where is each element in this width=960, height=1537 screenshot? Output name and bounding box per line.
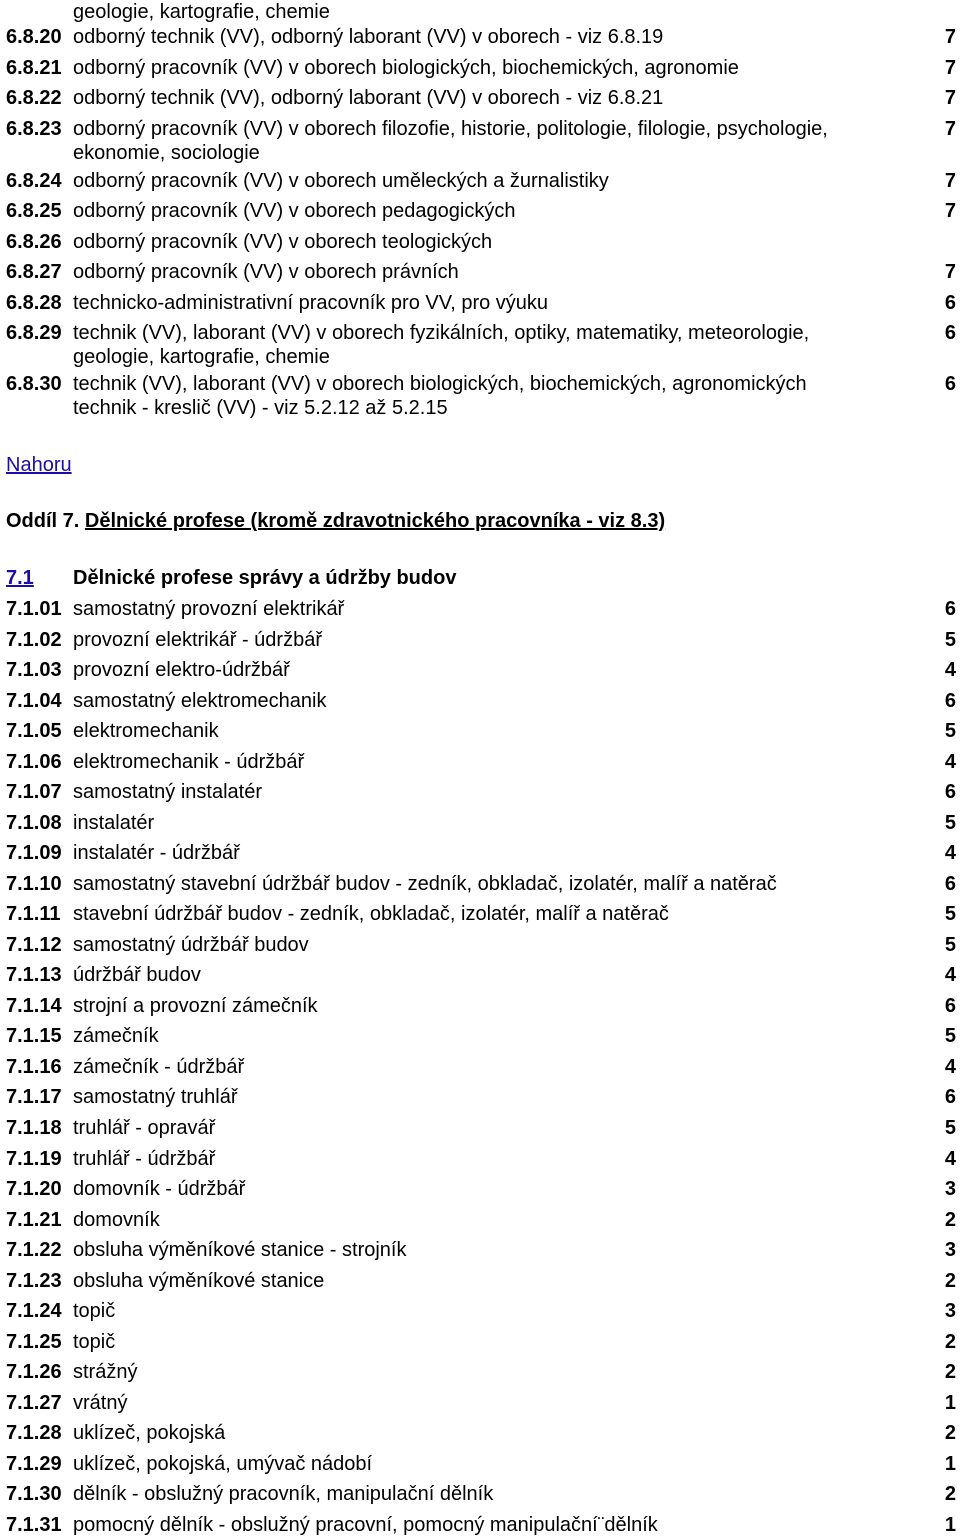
item-code: 7.1.11 xyxy=(6,903,61,925)
item-description-line: odborný pracovník (VV) v oborech biologických, biochemických, agronomie xyxy=(73,57,739,79)
item-grade: 4 xyxy=(944,842,956,864)
item-code: 7.1.05 xyxy=(6,720,62,742)
item-label: provozní elektro-údržbář xyxy=(73,659,290,681)
item-label: zámečník xyxy=(73,1025,159,1047)
continuation-line: geologie, kartografie, chemie xyxy=(73,1,330,23)
item-grade: 7 xyxy=(944,26,956,48)
item-grade: 5 xyxy=(944,903,956,925)
item-grade: 6 xyxy=(944,598,956,620)
item-grade: 2 xyxy=(944,1209,956,1231)
item-grade: 5 xyxy=(944,629,956,651)
oddil-title: Dělnické profese (kromě zdravotnického pracovníka - viz 8.3) xyxy=(84,510,666,532)
section-heading xyxy=(6,566,457,590)
item-description-line: odborný pracovník (VV) v oborech pedagogických xyxy=(73,200,516,222)
item-code: 7.1.24 xyxy=(6,1300,62,1322)
oddil-prefix: Oddíl 7. xyxy=(6,510,80,532)
item-label: samostatný truhlář xyxy=(73,1086,238,1108)
item-grade: 7 xyxy=(944,261,956,283)
item-grade: 6 xyxy=(944,781,956,803)
item-grade: 5 xyxy=(944,934,956,956)
item-grade: 7 xyxy=(944,200,956,222)
item-grade: 7 xyxy=(944,118,956,140)
item-label: dělník - obslužný pracovník, manipulační dělník xyxy=(73,1483,494,1505)
item-label: strojní a provozní zámečník xyxy=(73,995,318,1017)
item-label: truhlář - opravář xyxy=(73,1117,216,1139)
item-code: 7.1.27 xyxy=(6,1392,62,1414)
item-description-line: technicko-administrativní pracovník pro VV, pro výuku xyxy=(73,292,549,314)
item-code: 6.8.24 xyxy=(6,170,62,192)
item-grade: 4 xyxy=(944,751,956,773)
section-number-link[interactable]: 7.1 xyxy=(6,567,34,589)
item-code: 7.1.21 xyxy=(6,1209,62,1231)
item-grade: 4 xyxy=(944,1148,956,1170)
item-description xyxy=(73,372,893,420)
item-description xyxy=(73,230,893,254)
item-description-line: technik (VV), laborant (VV) v oborech biologických, biochemických, agronomických xyxy=(73,373,807,395)
item-grade: 4 xyxy=(944,659,956,681)
item-description xyxy=(73,56,893,80)
item-grade: 6 xyxy=(944,292,956,314)
item-label: uklízeč, pokojská xyxy=(73,1422,226,1444)
item-code: 6.8.21 xyxy=(6,57,62,79)
item-code: 7.1.26 xyxy=(6,1361,62,1383)
item-description-line: odborný technik (VV), odborný laborant (VV) v oborech - viz 6.8.21 xyxy=(73,87,664,109)
item-description-line: technik - kreslič (VV) - viz 5.2.12 až 5.2.15 xyxy=(73,397,448,419)
item-label: samostatný instalatér xyxy=(73,781,262,803)
item-label: instalatér - údržbář xyxy=(73,842,240,864)
item-code: 7.1.19 xyxy=(6,1148,62,1170)
item-code: 6.8.23 xyxy=(6,118,62,140)
item-code: 7.1.17 xyxy=(6,1086,62,1108)
item-code: 6.8.29 xyxy=(6,322,62,344)
item-description-line: odborný pracovník (VV) v oborech filozofie, historie, politologie, filologie, psychologie, xyxy=(73,118,828,140)
item-grade: 1 xyxy=(944,1514,956,1536)
item-grade: 7 xyxy=(944,87,956,109)
item-label: elektromechanik - údržbář xyxy=(73,751,305,773)
item-grade: 7 xyxy=(944,57,956,79)
item-grade: 3 xyxy=(944,1178,956,1200)
item-description xyxy=(73,117,893,165)
item-label: topič xyxy=(73,1300,116,1322)
item-grade: 6 xyxy=(944,995,956,1017)
item-label: údržbář budov xyxy=(73,964,201,986)
item-grade: 2 xyxy=(944,1422,956,1444)
item-code: 7.1.01 xyxy=(6,598,62,620)
item-code: 7.1.14 xyxy=(6,995,62,1017)
item-grade: 6 xyxy=(944,873,956,895)
item-grade: 1 xyxy=(944,1453,956,1475)
item-code: 7.1.03 xyxy=(6,659,62,681)
item-description-line: odborný pracovník (VV) v oborech uměleckých a žurnalistiky xyxy=(73,170,609,192)
item-label: uklízeč, pokojská, umývač nádobí xyxy=(73,1453,373,1475)
item-description-line: odborný pracovník (VV) v oborech právních xyxy=(73,261,459,283)
item-code: 6.8.30 xyxy=(6,373,62,395)
item-grade: 2 xyxy=(944,1483,956,1505)
item-label: stavební údržbář budov - zedník, obkladač, izolatér, malíř a natěrač xyxy=(73,903,669,925)
item-code: 7.1.18 xyxy=(6,1117,62,1139)
item-code: 7.1.22 xyxy=(6,1239,62,1261)
item-label: domovník xyxy=(73,1209,160,1231)
item-grade: 5 xyxy=(944,812,956,834)
item-label: strážný xyxy=(73,1361,138,1383)
item-description xyxy=(73,25,893,49)
oddil-heading xyxy=(6,509,665,533)
item-code: 7.1.23 xyxy=(6,1270,62,1292)
item-grade: 7 xyxy=(944,170,956,192)
item-code: 7.1.10 xyxy=(6,873,62,895)
item-label: samostatný údržbář budov xyxy=(73,934,309,956)
item-code: 7.1.09 xyxy=(6,842,62,864)
item-grade: 6 xyxy=(944,322,956,344)
item-code: 7.1.07 xyxy=(6,781,62,803)
item-label: obsluha výměníkové stanice xyxy=(73,1270,325,1292)
item-grade: 3 xyxy=(944,1300,956,1322)
item-label: samostatný elektromechanik xyxy=(73,690,327,712)
item-label: domovník - údržbář xyxy=(73,1178,246,1200)
item-label: pomocný dělník - obslužný pracovní, pomocný manipulační¨dělník xyxy=(73,1514,658,1536)
item-grade: 6 xyxy=(944,1086,956,1108)
item-description xyxy=(73,199,893,223)
item-code: 6.8.25 xyxy=(6,200,62,222)
item-description xyxy=(73,86,893,110)
item-grade: 6 xyxy=(944,373,956,395)
item-code: 7.1.29 xyxy=(6,1453,62,1475)
item-grade: 5 xyxy=(944,1025,956,1047)
item-label: samostatný stavební údržbář budov - zedník, obkladač, izolatér, malíř a natěrač xyxy=(73,873,777,895)
item-label: truhlář - údržbář xyxy=(73,1148,216,1170)
item-grade: 3 xyxy=(944,1239,956,1261)
item-code: 7.1.12 xyxy=(6,934,62,956)
item-code: 7.1.06 xyxy=(6,751,62,773)
item-label: elektromechanik xyxy=(73,720,219,742)
item-code: 7.1.08 xyxy=(6,812,62,834)
item-description xyxy=(73,321,893,369)
item-label: topič xyxy=(73,1331,116,1353)
item-code: 7.1.13 xyxy=(6,964,62,986)
item-code: 6.8.26 xyxy=(6,231,62,253)
item-code: 7.1.16 xyxy=(6,1056,62,1078)
item-code: 7.1.28 xyxy=(6,1422,62,1444)
section-title: Dělnické profese správy a údržby budov xyxy=(73,567,457,589)
item-description-line: geologie, kartografie, chemie xyxy=(73,346,330,368)
item-code: 7.1.04 xyxy=(6,690,62,712)
item-grade: 2 xyxy=(944,1361,956,1383)
item-grade: 5 xyxy=(944,720,956,742)
item-grade: 2 xyxy=(944,1331,956,1353)
item-code: 7.1.30 xyxy=(6,1483,62,1505)
item-grade: 2 xyxy=(944,1270,956,1292)
item-grade: 4 xyxy=(944,1056,956,1078)
item-grade: 5 xyxy=(944,1117,956,1139)
item-label: zámečník - údržbář xyxy=(73,1056,245,1078)
item-label: instalatér xyxy=(73,812,155,834)
item-label: provozní elektrikář - údržbář xyxy=(73,629,322,651)
item-grade: 4 xyxy=(944,964,956,986)
item-description xyxy=(73,260,893,284)
item-code: 6.8.20 xyxy=(6,26,62,48)
item-code: 7.1.20 xyxy=(6,1178,62,1200)
item-description-line: ekonomie, sociologie xyxy=(73,142,260,164)
item-grade: 1 xyxy=(944,1392,956,1414)
item-code: 6.8.27 xyxy=(6,261,62,283)
item-description-line: odborný pracovník (VV) v oborech teologických xyxy=(73,231,493,253)
item-code: 7.1.25 xyxy=(6,1331,62,1353)
item-label: vrátný xyxy=(73,1392,128,1414)
item-label: obsluha výměníkové stanice - strojník xyxy=(73,1239,407,1261)
item-description-line: odborný technik (VV), odborný laborant (VV) v oborech - viz 6.8.19 xyxy=(73,26,664,48)
item-code: 7.1.15 xyxy=(6,1025,62,1047)
item-description-line: technik (VV), laborant (VV) v oborech fyzikálních, optiky, matematiky, meteorologie, xyxy=(73,322,810,344)
item-grade: 6 xyxy=(944,690,956,712)
nahoru-link[interactable]: Nahoru xyxy=(6,454,72,476)
item-description xyxy=(73,291,893,315)
item-label: samostatný provozní elektrikář xyxy=(73,598,345,620)
item-code: 6.8.28 xyxy=(6,292,62,314)
item-code: 6.8.22 xyxy=(6,87,62,109)
item-code: 7.1.31 xyxy=(6,1514,62,1536)
item-code: 7.1.02 xyxy=(6,629,62,651)
item-description xyxy=(73,169,893,193)
